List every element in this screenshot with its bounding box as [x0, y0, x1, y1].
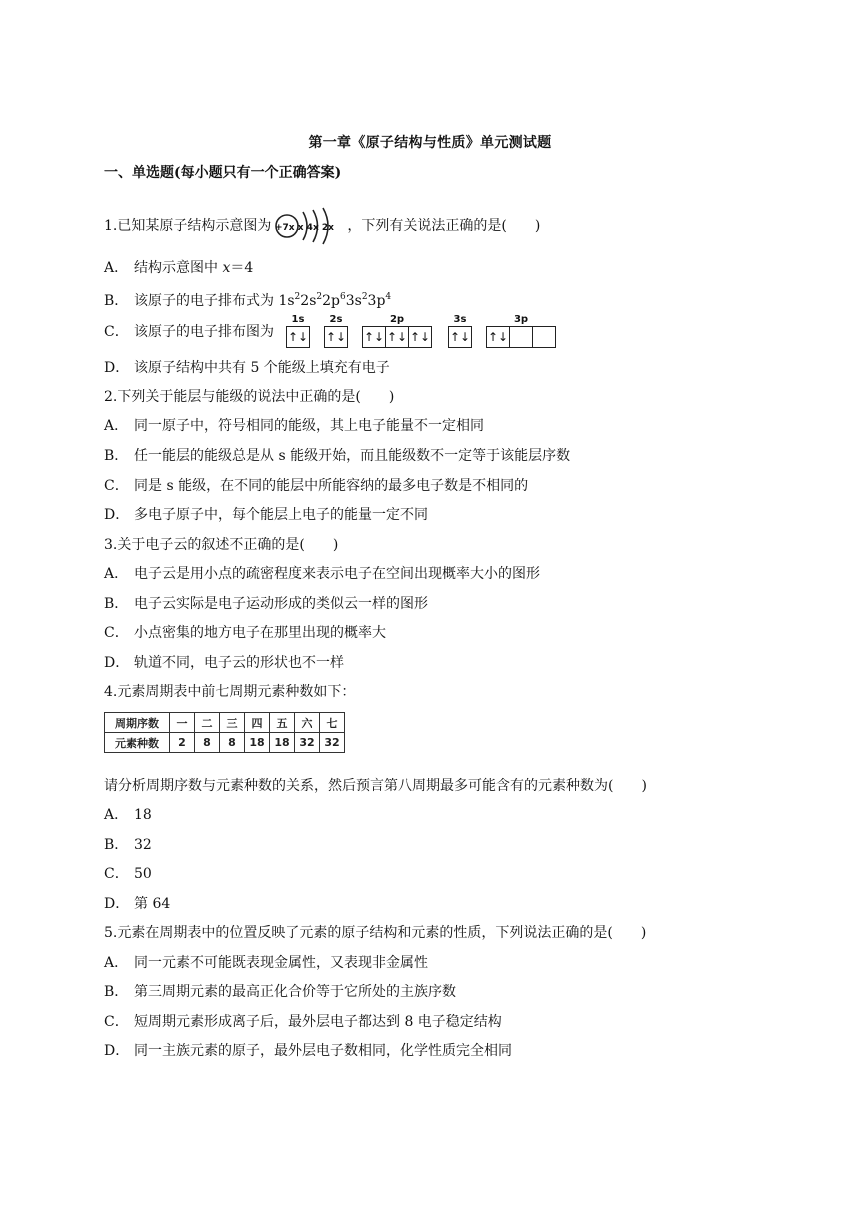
option-label: B． [104, 596, 129, 612]
option-text: 多电子原子中，每个能层上电子的能量一定不同 [134, 507, 428, 523]
option-text: 该原子结构中共有 5 个能级上填充有电子 [134, 360, 390, 376]
orbital-box [510, 327, 533, 347]
option-text: 18 [134, 807, 152, 823]
question-3-stem: 3.关于电子云的叙述不正确的是( ) [104, 537, 339, 553]
orbital-label: 3s [453, 314, 467, 325]
option-label: D． [104, 896, 130, 912]
table-cell: 七 [320, 713, 345, 733]
option-text-end: ＝4 [230, 260, 254, 276]
q1-option-b[interactable] [104, 287, 391, 311]
table-cell: 8 [195, 733, 220, 753]
option-text: 32 [134, 837, 152, 853]
table-cell: 18 [245, 733, 270, 753]
q4-option-b[interactable] [104, 835, 152, 855]
q1-stem-before: 1.已知某原子结构示意图为 [104, 218, 272, 234]
option-label: B． [104, 984, 129, 1000]
q1-stem-after: ，下列有关说法正确的是( ) [347, 218, 541, 234]
orbital-text: 2s [300, 293, 317, 309]
q5-option-d[interactable] [104, 1041, 512, 1061]
option-text: 该原子的电子排布图为 [134, 324, 274, 340]
option-text: 同一原子中，符号相同的能级，其上电子能量不一定相同 [134, 418, 484, 434]
option-label: C． [104, 1014, 129, 1030]
q3-option-a[interactable] [104, 564, 540, 584]
table-cell: 8 [220, 733, 245, 753]
table-header-cell: 元素种数 [105, 733, 170, 753]
option-label: C． [104, 324, 129, 340]
q2-option-c[interactable] [104, 476, 528, 496]
option-label: B． [104, 293, 129, 309]
option-label: C． [104, 866, 129, 882]
q1-option-d[interactable] [104, 358, 390, 378]
table-cell: 2 [170, 733, 195, 753]
q3-option-c[interactable] [104, 623, 386, 643]
option-label: A． [104, 418, 129, 434]
option-text: 第 64 [134, 896, 171, 912]
orbital-label: 2p [389, 314, 405, 325]
table-cell: 五 [270, 713, 295, 733]
period-table [104, 712, 345, 753]
option-label: C． [104, 478, 129, 494]
orbital-box: ↑↓ [409, 330, 431, 344]
question-1-stem [104, 206, 540, 246]
option-label: A． [104, 260, 129, 276]
orbital-group-3p [486, 314, 556, 348]
q5-option-c[interactable] [104, 1012, 502, 1032]
option-label: B． [104, 837, 129, 853]
orbital-group-2p [362, 314, 432, 348]
orbital-diagram [286, 314, 586, 354]
option-text: 同是 s 能级，在不同的能层中所能容纳的最多电子数是不相同的 [134, 478, 529, 494]
option-label: C． [104, 625, 129, 641]
table-cell: 二 [195, 713, 220, 733]
q2-option-d[interactable] [104, 505, 428, 525]
superscript: 4 [385, 292, 392, 302]
option-text: 轨道不同，电子云的形状也不一样 [134, 655, 344, 671]
option-label: A． [104, 566, 129, 582]
option-label: A． [104, 807, 129, 823]
orbital-group-3s [448, 314, 472, 348]
table-cell: 32 [320, 733, 345, 753]
question-5-stem: 5.元素在周期表中的位置反映了元素的原子结构和元素的性质，下列说法正确的是( ) [104, 925, 647, 941]
option-text: 第三周期元素的最高正化合价等于它所处的主族序数 [134, 984, 456, 1000]
option-label: D． [104, 655, 130, 671]
table-row [105, 713, 345, 733]
superscript: 2 [361, 292, 368, 302]
q3-option-b[interactable] [104, 594, 428, 614]
variable-x: x [222, 260, 231, 276]
q5-option-a[interactable] [104, 953, 428, 973]
option-text: 50 [134, 866, 152, 882]
table-cell: 32 [295, 733, 320, 753]
table-header-cell: 周期序数 [105, 713, 170, 733]
option-label: D． [104, 507, 130, 523]
table-cell: 四 [245, 713, 270, 733]
orbital-text: 2p [322, 293, 340, 309]
table-cell: 六 [295, 713, 320, 733]
orbital-group-1s [286, 314, 310, 348]
table-cell: 一 [170, 713, 195, 733]
q2-option-b[interactable] [104, 446, 570, 466]
option-text: 该原子的电子排布式为 1s [134, 293, 295, 309]
option-text: 同一主族元素的原子，最外层电子数相同，化学性质完全相同 [134, 1043, 512, 1059]
orbital-box: ↑↓ [325, 330, 347, 344]
table-cell: 三 [220, 713, 245, 733]
orbital-box: ↑↓ [449, 330, 471, 344]
orbital-text: 3p [367, 293, 386, 309]
q1-option-a[interactable] [104, 258, 253, 278]
superscript: 2 [294, 292, 301, 302]
option-label: D． [104, 360, 130, 376]
option-label: D． [104, 1043, 130, 1059]
orbital-box [533, 327, 555, 347]
option-text: 小点密集的地方电子在那里出现的概率大 [134, 625, 386, 641]
superscript: 6 [339, 292, 346, 302]
page-title: 第一章《原子结构与性质》单元测试题 [308, 135, 552, 151]
orbital-group-2s [324, 314, 348, 348]
q5-option-b[interactable] [104, 982, 456, 1002]
orbital-box: ↑↓ [487, 327, 510, 347]
orbital-label: 1s [291, 314, 305, 325]
question-2-stem: 2.下列关于能层与能级的说法中正确的是( ) [104, 389, 395, 405]
section-heading: 一、单选题(每小题只有一个正确答案) [104, 165, 342, 181]
q4-option-c[interactable] [104, 864, 152, 884]
option-text: 电子云实际是电子运动形成的类似云一样的图形 [134, 596, 428, 612]
orbital-label: 3p [513, 314, 529, 325]
option-text: 结构示意图中 [134, 260, 223, 276]
option-text: 同一元素不可能既表现金属性，又表现非金属性 [134, 955, 428, 971]
table-row [105, 733, 345, 753]
orbital-box: ↑↓ [363, 327, 386, 347]
q1-option-c[interactable] [104, 322, 274, 342]
q3-option-d[interactable] [104, 653, 344, 673]
table-cell: 18 [270, 733, 295, 753]
question-4-stem: 4.元素周期表中前七周期元素种数如下： [104, 684, 356, 700]
atom-structure-diagram [273, 206, 345, 246]
q4-option-a[interactable] [104, 805, 152, 825]
q2-option-a[interactable] [104, 416, 484, 436]
q4-option-d[interactable] [104, 894, 170, 914]
option-text: 短周期元素形成离子后，最外层电子都达到 8 电子稳定结构 [134, 1014, 502, 1030]
option-text: 电子云是用小点的疏密程度来表示电子在空间出现概率大小的图形 [134, 566, 540, 582]
option-text: 任一能层的能级总是从 s 能级开始，而且能级数不一定等于该能层序数 [134, 448, 571, 464]
orbital-text: 3s [345, 293, 362, 309]
orbital-box: ↑↓ [386, 327, 409, 347]
atom-label: +7x x 4x 2x [275, 223, 335, 233]
option-label: B． [104, 448, 129, 464]
option-label: A． [104, 955, 129, 971]
orbital-box: ↑↓ [287, 330, 309, 344]
superscript: 2 [316, 292, 323, 302]
question-4-follow: 请分析周期序数与元素种数的关系，然后预言第八周期最多可能含有的元素种数为( ) [104, 778, 647, 794]
orbital-label: 2s [329, 314, 343, 325]
